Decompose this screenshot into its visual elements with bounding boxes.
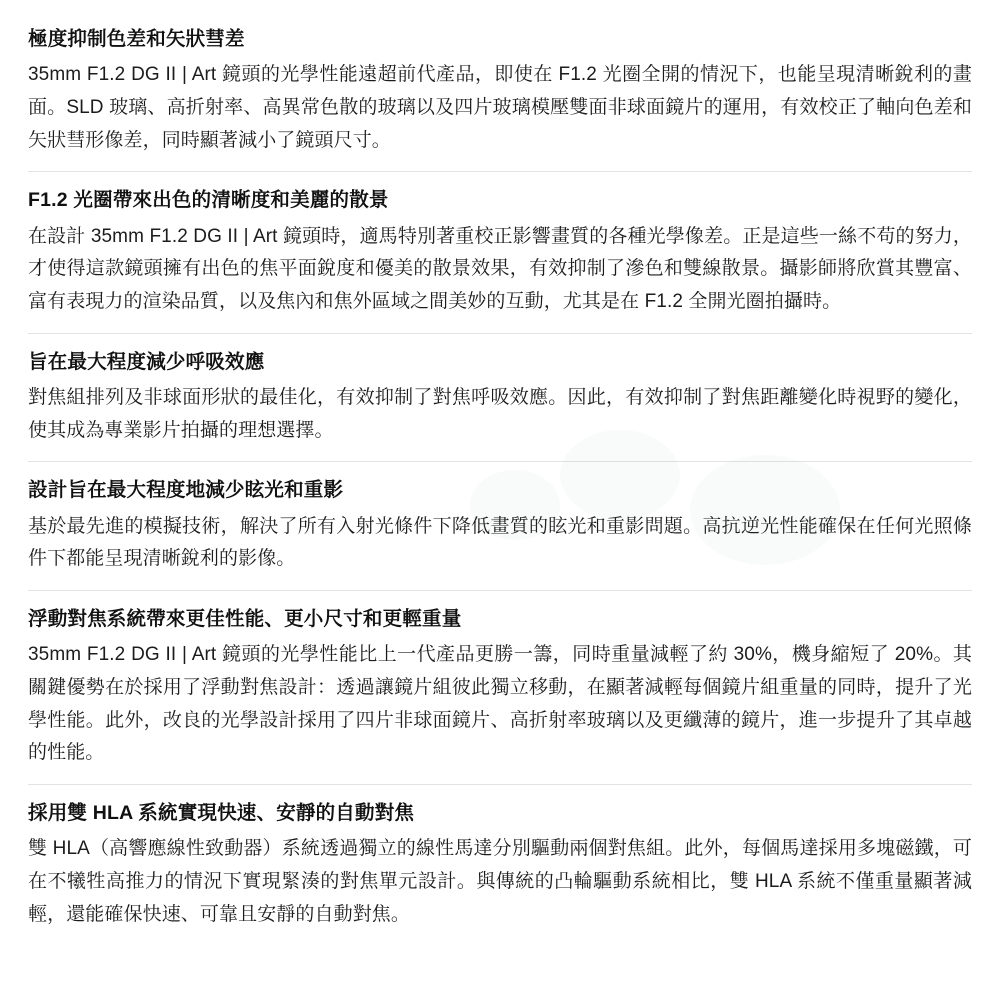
feature-section bbox=[28, 333, 972, 462]
feature-section bbox=[28, 26, 972, 171]
feature-section bbox=[28, 461, 972, 590]
section-paragraph: 對焦組排列及非球面形狀的最佳化，有效抑制了對焦呼吸效應。因此，有效抑制了對焦距離變化時視野的變化，使其成為專業影片拍攝的理想選擇。 bbox=[28, 386, 972, 441]
section-heading: 極度抑制色差和矢狀彗差 bbox=[28, 28, 245, 50]
feature-section bbox=[28, 171, 972, 332]
section-heading: 浮動對焦系統帶來更佳性能、更小尺寸和更輕重量 bbox=[28, 607, 462, 630]
section-heading: F1.2 光圈帶來出色的清晰度和美麗的散景 bbox=[28, 189, 389, 212]
section-heading: 旨在最大程度減少呼吸效應 bbox=[28, 350, 265, 373]
section-paragraph: 35mm F1.2 DG II | Art 鏡頭的光學性能遠超前代產品，即使在 F1.2 光圈全開的情況下，也能呈現清晰銳利的畫面。SLD 玻璃、高折射率、高異常色散的玻璃以及四片玻璃模壓雙面非球面鏡片的運用，有效校正了軸向色差和矢狀彗形像差，同時顯著減小了鏡頭尺寸。 bbox=[28, 64, 972, 151]
section-paragraph: 雙 HLA（高響應線性致動器）系統透過獨立的線性馬達分別驅動兩個對焦組。此外，每個馬達採用多塊磁鐵，可在不犧牲高推力的情況下實現緊湊的對焦單元設計。與傳統的凸輪驅動系統相比，雙 HLA 系統不僅重量顯著減輕，還能確保快速、可靠且安靜的自動對焦。 bbox=[28, 838, 972, 925]
section-paragraph: 在設計 35mm F1.2 DG II | Art 鏡頭時，適馬特別著重校正影響畫質的各種光學像差。正是這些一絲不苟的努力，才使得這款鏡頭擁有出色的焦平面銳度和優美的散景效果，有效抑制了滲色和雙線散景。攝影師將欣賞其豐富、富有表現力的渲染品質，以及焦內和焦外區域之間美妙的互動，尤其是在 F1.2 全開光圈拍攝時。 bbox=[28, 225, 972, 312]
section-paragraph: 35mm F1.2 DG II | Art 鏡頭的光學性能比上一代產品更勝一籌，同時重量減輕了約 30%，機身縮短了 20%。其關鍵優勢在於採用了浮動對焦設計：透過讓鏡片組彼此獨立移動，在顯著減輕每個鏡片組重量的同時，提升了光學性能。此外，改良的光學設計採用了四片非球面鏡片、高折射率玻璃以及更纖薄的鏡片，進一步提升了其卓越的性能。 bbox=[28, 644, 972, 764]
section-heading: 採用雙 HLA 系統實現快速、安靜的自動對焦 bbox=[28, 801, 415, 824]
section-paragraph: 基於最先進的模擬技術，解決了所有入射光條件下降低畫質的眩光和重影問題。高抗逆光性能確保在任何光照條件下都能呈現清晰銳利的影像。 bbox=[28, 515, 972, 570]
feature-section bbox=[28, 590, 972, 784]
feature-section bbox=[28, 784, 972, 945]
section-heading: 設計旨在最大程度地減少眩光和重影 bbox=[28, 479, 344, 502]
